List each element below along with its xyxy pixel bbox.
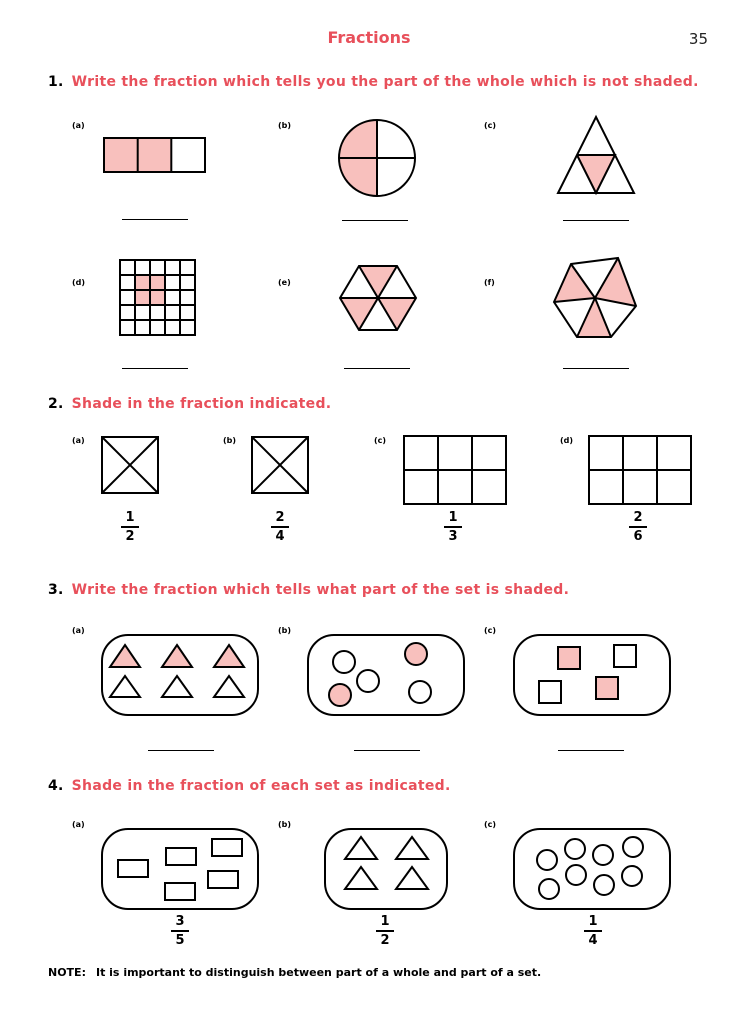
q1c-answer-line[interactable] <box>563 220 629 221</box>
q4-label-c: (c) <box>484 820 497 829</box>
q4c-denominator: 4 <box>588 933 598 948</box>
q2d-fraction <box>628 510 648 544</box>
q1d-answer-line[interactable] <box>122 368 188 369</box>
q3-label-b: (b) <box>278 626 292 635</box>
q1-label-b: (b) <box>278 121 292 130</box>
q4a-numerator: 3 <box>175 914 185 929</box>
q1-label-d: (d) <box>72 278 86 287</box>
q1a-answer-line[interactable] <box>122 219 188 220</box>
q4b-triangle-set[interactable] <box>323 827 449 911</box>
question-3-number: 3. <box>48 582 64 598</box>
q2c-numerator: 1 <box>448 510 458 525</box>
q1-label-c: (c) <box>484 121 497 130</box>
q1f-pentagon-diagram <box>551 256 641 340</box>
q1-label-f: (f) <box>484 278 495 287</box>
q3a-answer-line[interactable] <box>148 750 214 751</box>
q4c-circle-set[interactable] <box>512 827 672 911</box>
q2-label-a: (a) <box>72 436 85 445</box>
question-2-text: Shade in the fraction indicated. <box>71 396 332 412</box>
q2c-denominator: 3 <box>448 529 458 544</box>
question-4 <box>48 778 451 794</box>
note-label: NOTE: <box>48 966 86 979</box>
q4b-numerator: 1 <box>380 914 390 929</box>
footer-note <box>48 966 541 979</box>
question-2 <box>48 396 331 412</box>
q2d-numerator: 2 <box>633 510 643 525</box>
q1a-bar-diagram <box>103 137 207 173</box>
q2b-numerator: 2 <box>275 510 285 525</box>
q2c-rectangle-grid[interactable] <box>403 435 507 505</box>
q2a-numerator: 1 <box>125 510 135 525</box>
q2-label-b: (b) <box>223 436 237 445</box>
q4a-denominator: 5 <box>175 933 185 948</box>
q3c-square-set <box>512 633 672 717</box>
q4-label-b: (b) <box>278 820 292 829</box>
q2b-denominator: 4 <box>275 529 285 544</box>
question-1-text: Write the fraction which tells you the part of the whole which is not shaded. <box>71 74 699 90</box>
q1e-answer-line[interactable] <box>344 368 410 369</box>
q1b-circle-diagram <box>337 118 417 198</box>
question-3-text: Write the fraction which tells what part of the set is shaded. <box>71 582 570 598</box>
q2a-square-diagram[interactable] <box>101 436 159 494</box>
q2d-denominator: 6 <box>633 529 643 544</box>
question-2-number: 2. <box>48 396 64 412</box>
q1b-answer-line[interactable] <box>342 220 408 221</box>
q2d-rectangle-grid[interactable] <box>588 435 692 505</box>
q3c-answer-line[interactable] <box>558 750 624 751</box>
q3-label-c: (c) <box>484 626 497 635</box>
q3-label-a: (a) <box>72 626 85 635</box>
q2b-fraction <box>270 510 290 544</box>
note-text: It is important to distinguish between part of a whole and part of a set. <box>95 966 542 979</box>
q1d-grid-diagram <box>118 258 198 338</box>
q3b-answer-line[interactable] <box>354 750 420 751</box>
q4b-denominator: 2 <box>380 933 390 948</box>
question-1 <box>48 74 699 90</box>
q2c-fraction <box>443 510 463 544</box>
q4c-numerator: 1 <box>588 914 598 929</box>
q1f-answer-line[interactable] <box>563 368 629 369</box>
page-number: 35 <box>688 30 708 48</box>
q1c-triangle-diagram <box>556 115 636 195</box>
q1-label-a: (a) <box>72 121 85 130</box>
page-title: Fractions <box>327 28 411 47</box>
q4-label-a: (a) <box>72 820 85 829</box>
q4c-fraction <box>583 914 603 948</box>
q2a-denominator: 2 <box>125 529 135 544</box>
question-4-number: 4. <box>48 778 64 794</box>
q1-label-e: (e) <box>278 278 291 287</box>
q4b-fraction <box>375 914 395 948</box>
q2-label-d: (d) <box>560 436 574 445</box>
q3b-circle-set <box>306 633 466 717</box>
q3a-triangle-set <box>100 633 260 717</box>
q1e-hexagon-diagram <box>338 264 418 332</box>
question-3 <box>48 582 569 598</box>
question-1-number: 1. <box>48 74 64 90</box>
q2a-fraction <box>120 510 140 544</box>
q2-label-c: (c) <box>374 436 387 445</box>
question-4-text: Shade in the fraction of each set as indicated. <box>71 778 451 794</box>
q2b-square-diagram[interactable] <box>251 436 309 494</box>
q4a-fraction <box>170 914 190 948</box>
q4a-rectangle-set[interactable] <box>100 827 260 911</box>
